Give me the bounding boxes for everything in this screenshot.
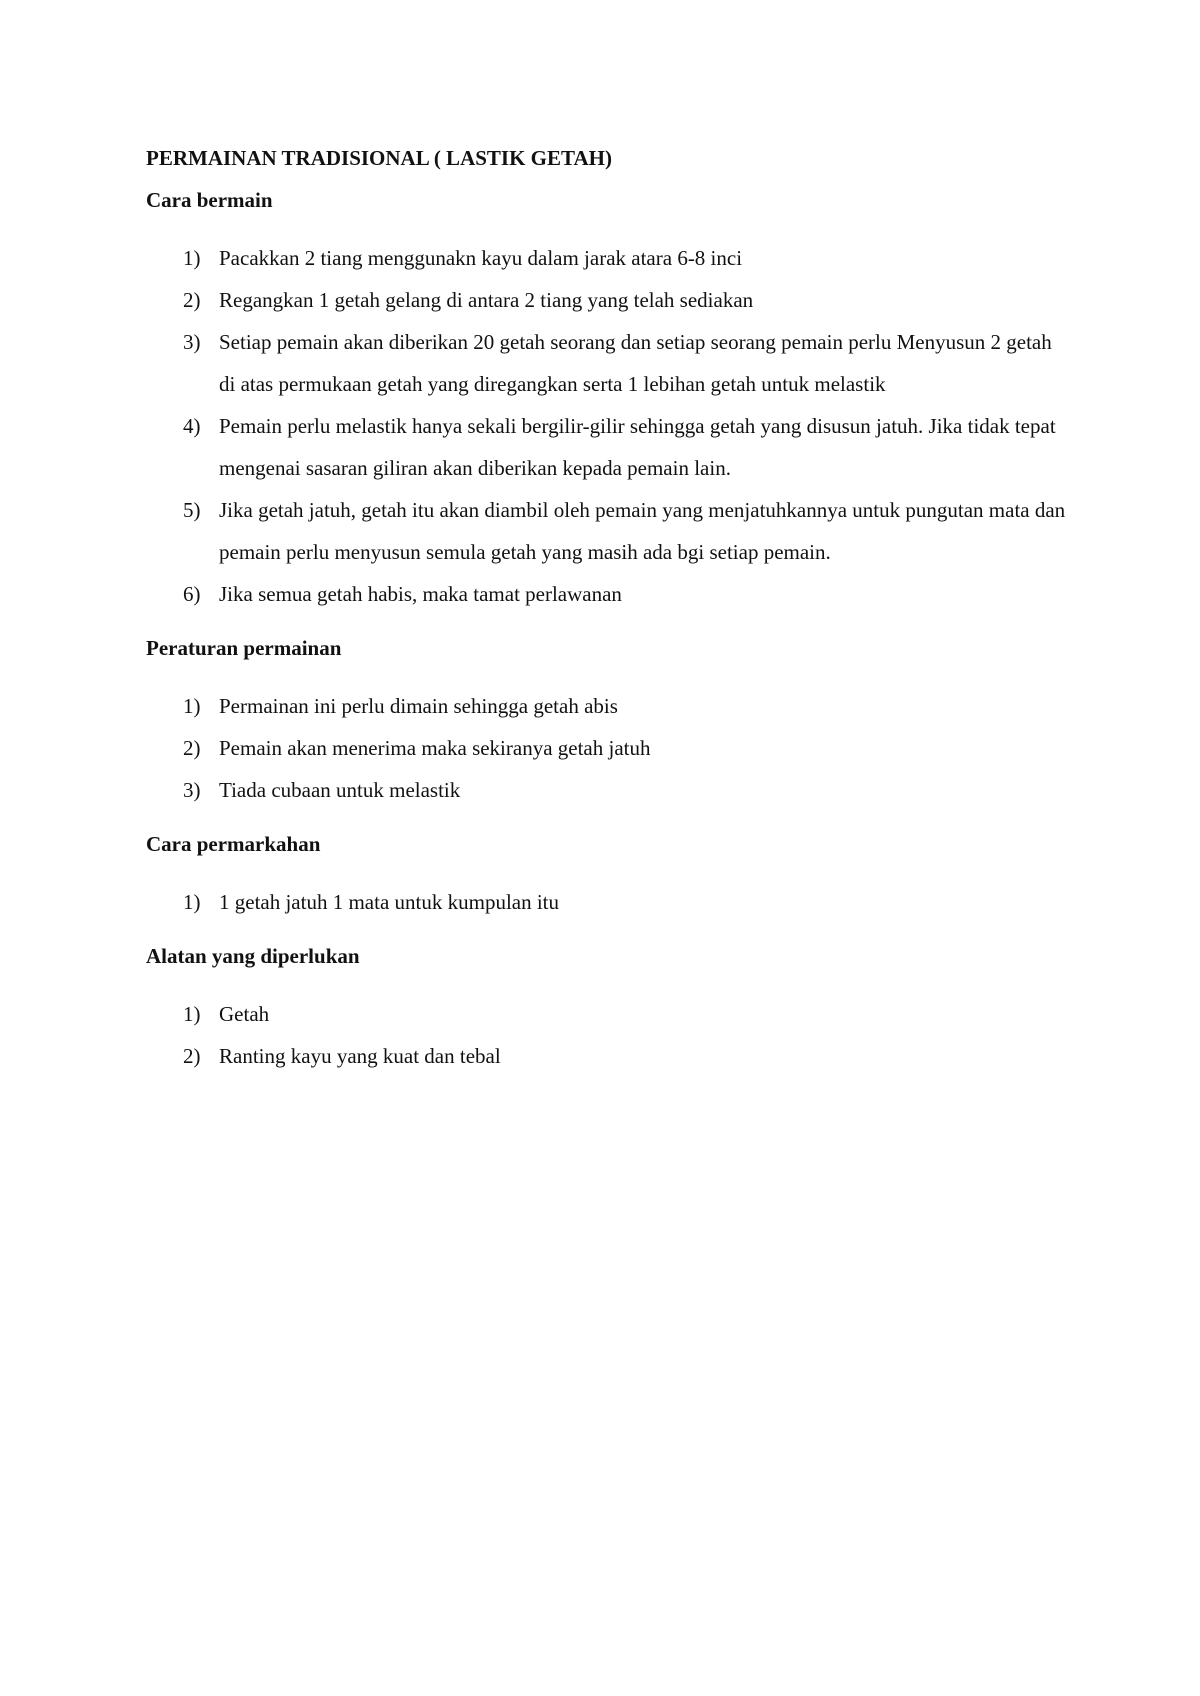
list-item [146, 685, 1066, 727]
list-item [146, 881, 1066, 923]
list-item-text: Setiap pemain akan diberikan 20 getah seorang dan setiap seorang pemain perlu Menyusun 2 getah di atas permukaan getah yang diregangkan serta 1 lebihan getah untuk melastik [219, 330, 1052, 396]
section-cara-bermain [146, 185, 1066, 615]
numbered-list [146, 881, 1066, 923]
section-heading: Cara bermain [146, 188, 273, 212]
list-number: 1) [183, 890, 201, 914]
document-title: PERMAINAN TRADISIONAL ( LASTIK GETAH) [146, 146, 612, 170]
list-item-text: Ranting kayu yang kuat dan tebal [219, 1044, 501, 1068]
list-item [146, 405, 1066, 489]
list-item-text: Permainan ini perlu dimain sehingga getah abis [219, 694, 618, 718]
list-item [146, 573, 1066, 615]
section-heading: Peraturan permainan [146, 636, 342, 660]
list-number: 3) [183, 778, 201, 802]
section-alatan-yang-diperlukan [146, 941, 1066, 1077]
numbered-list [146, 993, 1066, 1077]
numbered-list [146, 237, 1066, 615]
list-number: 1) [183, 246, 201, 270]
list-number: 2) [183, 288, 201, 312]
list-number: 2) [183, 736, 201, 760]
list-item-text: Pemain perlu melastik hanya sekali bergilir-gilir sehingga getah yang disusun jatuh. Jika tidak tepat mengenai sasaran giliran akan diberikan kepada pemain lain. [219, 414, 1056, 480]
numbered-list [146, 685, 1066, 811]
list-item [146, 769, 1066, 811]
list-item-text: Tiada cubaan untuk melastik [219, 778, 461, 802]
list-number: 6) [183, 582, 201, 606]
list-item [146, 279, 1066, 321]
section-peraturan-permainan [146, 633, 1066, 811]
list-number: 4) [183, 414, 201, 438]
list-item-text: 1 getah jatuh 1 mata untuk kumpulan itu [219, 890, 560, 914]
list-item [146, 489, 1066, 573]
list-number: 5) [183, 498, 201, 522]
document-body [146, 143, 1066, 1077]
list-number: 1) [183, 1002, 201, 1026]
list-item [146, 727, 1066, 769]
list-number: 3) [183, 330, 201, 354]
list-item-text: Regangkan 1 getah gelang di antara 2 tiang yang telah sediakan [219, 288, 754, 312]
list-item [146, 321, 1066, 405]
list-item-text: Pemain akan menerima maka sekiranya getah jatuh [219, 736, 651, 760]
section-cara-permarkahan [146, 829, 1066, 923]
list-item [146, 1035, 1066, 1077]
list-item [146, 993, 1066, 1035]
list-number: 2) [183, 1044, 201, 1068]
list-item-text: Getah [219, 1002, 270, 1026]
list-number: 1) [183, 694, 201, 718]
list-item-text: Pacakkan 2 tiang menggunakn kayu dalam jarak atara 6-8 inci [219, 246, 743, 270]
section-heading: Cara permarkahan [146, 832, 321, 856]
section-heading: Alatan yang diperlukan [146, 944, 360, 968]
list-item-text: Jika getah jatuh, getah itu akan diambil oleh pemain yang menjatuhkannya untuk pungutan mata dan pemain perlu menyusun semula getah yang masih ada bgi setiap pemain. [219, 498, 1066, 564]
list-item [146, 237, 1066, 279]
list-item-text: Jika semua getah habis, maka tamat perlawanan [219, 582, 622, 606]
